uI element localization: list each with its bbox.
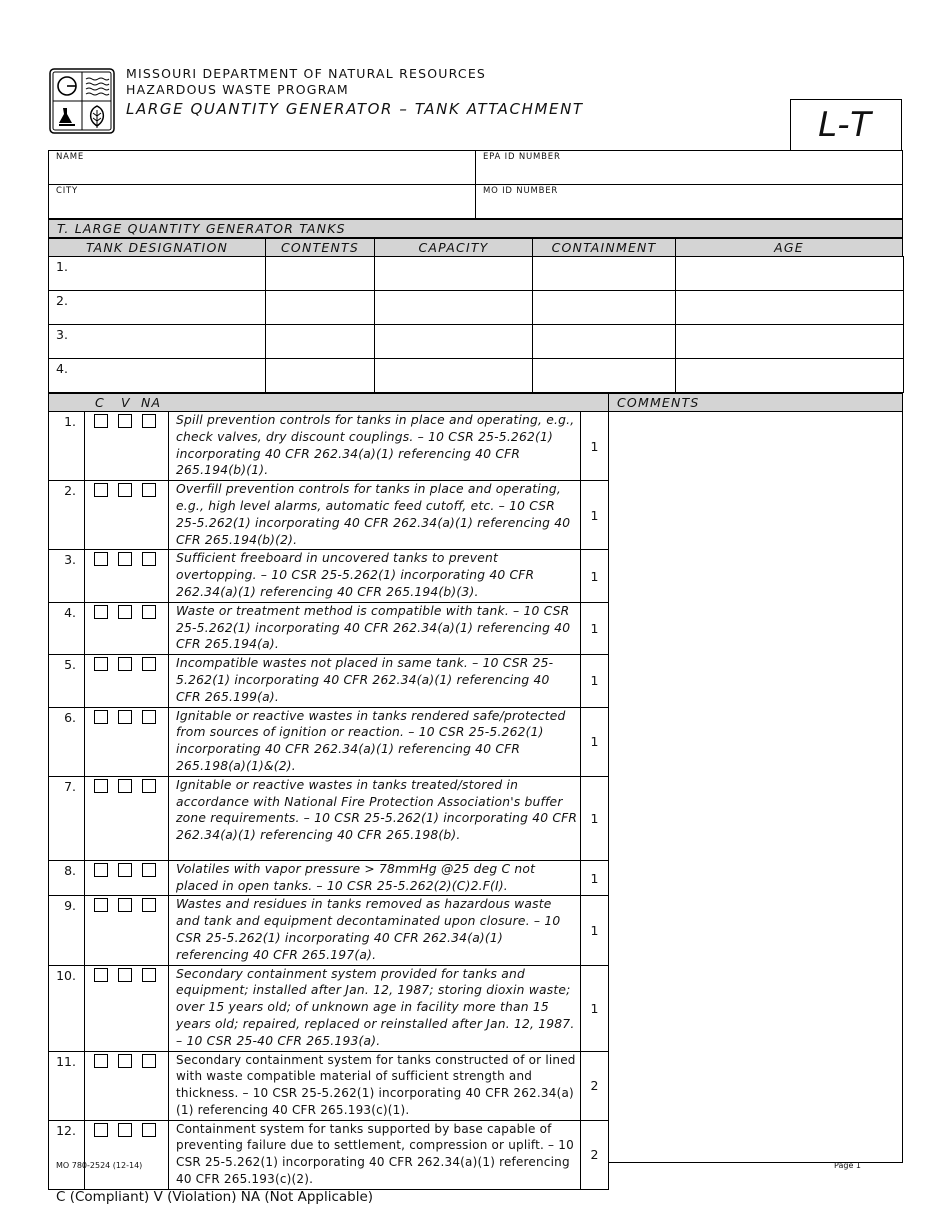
comments-area[interactable] bbox=[608, 411, 903, 1163]
violation-checkbox[interactable] bbox=[118, 968, 132, 982]
checklist-item bbox=[49, 481, 609, 550]
not-applicable-checkbox[interactable] bbox=[142, 710, 156, 724]
item-requirement-text: Sufficient freeboard in uncovered tanks to prevent overtopping. – 10 CSR 25-5.262(1) incorporating 40 CFR 262.34(a)(1) referencing 40 CFR 265.194(b)(3). bbox=[169, 550, 581, 602]
checklist-item bbox=[49, 550, 609, 602]
item-checkboxes bbox=[85, 412, 169, 481]
item-class-level: 1 bbox=[581, 707, 609, 776]
item-requirement-text: Secondary containment system provided for tanks and equipment; installed after Jan. 12, 1987; storing dioxin waste; over 15 years old; of unknown age in facility more than 15 years old; repaired, replaced or reinstalled after Jan. 12, 1987. – 10 CSR 25-40 CFR 265.193(a). bbox=[169, 965, 581, 1051]
tank-designation-cell[interactable] bbox=[49, 257, 266, 291]
tank-age-cell[interactable] bbox=[676, 325, 904, 359]
col-capacity: CAPACITY bbox=[375, 239, 533, 257]
tank-age-cell[interactable] bbox=[676, 257, 904, 291]
item-checkboxes bbox=[85, 481, 169, 550]
item-requirement-text: Ignitable or reactive wastes in tanks treated/stored in accordance with National Fire Protection Association's buffer zone requirements. – 10 CSR 25-5.262(1) incorporating 40 CFR 262.34(a)(1) referencing 40 CFR 265.198(b). bbox=[169, 776, 581, 860]
compliant-checkbox[interactable] bbox=[94, 779, 108, 793]
item-number: 8. bbox=[49, 860, 85, 896]
not-applicable-checkbox[interactable] bbox=[142, 898, 156, 912]
col-compliant: C bbox=[95, 395, 105, 410]
compliant-checkbox[interactable] bbox=[94, 483, 108, 497]
item-number: 12. bbox=[49, 1120, 85, 1189]
tank-containment-cell[interactable] bbox=[533, 291, 676, 325]
checklist-item bbox=[49, 602, 609, 654]
item-checkboxes bbox=[85, 965, 169, 1051]
item-number: 2. bbox=[49, 481, 85, 550]
item-number: 3. bbox=[49, 550, 85, 602]
name-label: NAME bbox=[56, 152, 85, 162]
item-checkboxes bbox=[85, 550, 169, 602]
item-requirement-text: Wastes and residues in tanks removed as hazardous waste and tank and equipment decontaminated upon closure. – 10 CSR 25-5.262(1) incorporating 40 CFR 262.34(a)(1) referencing 40 CFR 265.197(a). bbox=[169, 896, 581, 965]
tank-table bbox=[48, 256, 904, 393]
epa-id-label: EPA ID NUMBER bbox=[483, 152, 561, 162]
form-number: MO 780-2524 (12-14) bbox=[56, 1161, 143, 1170]
not-applicable-checkbox[interactable] bbox=[142, 552, 156, 566]
tank-capacity-cell[interactable] bbox=[375, 325, 533, 359]
item-checkboxes bbox=[85, 655, 169, 707]
tank-capacity-cell[interactable] bbox=[375, 359, 533, 393]
item-class-level: 1 bbox=[581, 550, 609, 602]
tank-row-number: 1. bbox=[56, 259, 68, 274]
item-class-level: 1 bbox=[581, 776, 609, 860]
epa-id-field[interactable] bbox=[476, 151, 902, 185]
violation-checkbox[interactable] bbox=[118, 779, 132, 793]
violation-checkbox[interactable] bbox=[118, 605, 132, 619]
item-requirement-text: Incompatible wastes not placed in same tank. – 10 CSR 25-5.262(1) incorporating 40 CFR 262.34(a)(1) referencing 40 CFR 265.199(a). bbox=[169, 655, 581, 707]
tank-row bbox=[49, 291, 904, 325]
agency-name: MISSOURI DEPARTMENT OF NATURAL RESOURCES bbox=[126, 66, 487, 81]
compliant-checkbox[interactable] bbox=[94, 414, 108, 428]
facility-id-block bbox=[48, 150, 903, 219]
item-requirement-text: Containment system for tanks supported by base capable of preventing failure due to settlement, compression or uplift. – 10 CSR 25-5.262(1) incorporating 40 CFR 262.34(a)(1) referencing 40 CFR 265.193(c)(2). bbox=[169, 1120, 581, 1189]
item-checkboxes bbox=[85, 776, 169, 860]
tank-row-number: 4. bbox=[56, 361, 68, 376]
compliant-checkbox[interactable] bbox=[94, 605, 108, 619]
checklist-item bbox=[49, 1051, 609, 1120]
item-requirement-text: Volatiles with vapor pressure > 78mmHg @25 deg C not placed in open tanks. – 10 CSR 25-5.262(2)(C)2.F(I). bbox=[169, 860, 581, 896]
tank-row bbox=[49, 359, 904, 393]
violation-checkbox[interactable] bbox=[118, 863, 132, 877]
name-field[interactable] bbox=[49, 151, 476, 185]
city-field[interactable] bbox=[49, 185, 476, 218]
page-number: Page 1 bbox=[834, 1161, 861, 1170]
compliant-checkbox[interactable] bbox=[94, 552, 108, 566]
department-logo bbox=[49, 68, 115, 134]
city-label: CITY bbox=[56, 186, 79, 196]
tank-designation-cell[interactable] bbox=[49, 325, 266, 359]
item-checkboxes bbox=[85, 602, 169, 654]
tank-row-number: 3. bbox=[56, 327, 68, 342]
mo-id-field[interactable] bbox=[476, 185, 902, 218]
item-number: 7. bbox=[49, 776, 85, 860]
checklist-table bbox=[48, 411, 609, 1190]
tank-designation-cell[interactable] bbox=[49, 359, 266, 393]
tank-contents-cell[interactable] bbox=[266, 257, 375, 291]
item-requirement-text: Overfill prevention controls for tanks in place and operating, e.g., high level alarms, automatic feed cutoff, etc. – 10 CSR 25-5.262(1) incorporating 40 CFR 262.34(a)(1) referencing 40 CFR 265.194(b)(2). bbox=[169, 481, 581, 550]
compliant-checkbox[interactable] bbox=[94, 863, 108, 877]
compliant-checkbox[interactable] bbox=[94, 898, 108, 912]
not-applicable-checkbox[interactable] bbox=[142, 863, 156, 877]
item-class-level: 2 bbox=[581, 1120, 609, 1189]
item-number: 11. bbox=[49, 1051, 85, 1120]
checklist-header bbox=[48, 393, 903, 412]
item-class-level: 1 bbox=[581, 655, 609, 707]
checklist-item bbox=[49, 860, 609, 896]
tank-age-cell[interactable] bbox=[676, 291, 904, 325]
item-checkboxes bbox=[85, 1120, 169, 1189]
not-applicable-checkbox[interactable] bbox=[142, 1054, 156, 1068]
violation-checkbox[interactable] bbox=[118, 552, 132, 566]
mo-id-label: MO ID NUMBER bbox=[483, 186, 559, 196]
tank-contents-cell[interactable] bbox=[266, 291, 375, 325]
col-not-applicable: NA bbox=[141, 395, 162, 410]
checklist-item bbox=[49, 1120, 609, 1189]
item-number: 6. bbox=[49, 707, 85, 776]
compliant-checkbox[interactable] bbox=[94, 710, 108, 724]
col-age: AGE bbox=[774, 240, 804, 255]
item-class-level: 1 bbox=[581, 602, 609, 654]
item-class-level: 2 bbox=[581, 1051, 609, 1120]
col-tank-designation: TANK DESIGNATION bbox=[49, 239, 266, 257]
item-number: 1. bbox=[49, 412, 85, 481]
compliant-checkbox[interactable] bbox=[94, 657, 108, 671]
not-applicable-checkbox[interactable] bbox=[142, 779, 156, 793]
compliant-checkbox[interactable] bbox=[94, 1054, 108, 1068]
tanks-column-header bbox=[48, 238, 903, 257]
checklist-item bbox=[49, 655, 609, 707]
violation-checkbox[interactable] bbox=[118, 1054, 132, 1068]
tank-capacity-cell[interactable] bbox=[375, 291, 533, 325]
tank-containment-cell[interactable] bbox=[533, 257, 676, 291]
checklist-item bbox=[49, 412, 609, 481]
violation-checkbox[interactable] bbox=[118, 657, 132, 671]
item-class-level: 1 bbox=[581, 896, 609, 965]
form-code: L-T bbox=[790, 99, 902, 150]
tank-contents-cell[interactable] bbox=[266, 325, 375, 359]
not-applicable-checkbox[interactable] bbox=[142, 657, 156, 671]
col-containment: CONTAINMENT bbox=[533, 239, 676, 257]
item-checkboxes bbox=[85, 707, 169, 776]
violation-checkbox[interactable] bbox=[118, 414, 132, 428]
item-checkboxes bbox=[85, 896, 169, 965]
item-class-level: 1 bbox=[581, 965, 609, 1051]
item-requirement-text: Secondary containment system for tanks constructed of or lined with waste compatible material of sufficient strength and thickness. – 10 CSR 25-5.262(1) incorporating 40 CFR 262.34(a)(1) referencing 40 CFR 265.193(c)(1). bbox=[169, 1051, 581, 1120]
item-requirement-text: Spill prevention controls for tanks in place and operating, e.g., check valves, dry discount couplings. – 10 CSR 25-5.262(1) incorporating 40 CFR 262.34(a)(1) referencing 40 CFR 265.194(b)(1). bbox=[169, 412, 581, 481]
violation-checkbox[interactable] bbox=[118, 898, 132, 912]
tank-containment-cell[interactable] bbox=[533, 359, 676, 393]
item-checkboxes bbox=[85, 860, 169, 896]
compliant-checkbox[interactable] bbox=[94, 968, 108, 982]
item-number: 5. bbox=[49, 655, 85, 707]
checklist-item bbox=[49, 707, 609, 776]
item-class-level: 1 bbox=[581, 481, 609, 550]
violation-checkbox[interactable] bbox=[118, 1123, 132, 1137]
not-applicable-checkbox[interactable] bbox=[142, 968, 156, 982]
item-number: 4. bbox=[49, 602, 85, 654]
header-divider bbox=[608, 394, 609, 412]
item-requirement-text: Ignitable or reactive wastes in tanks rendered safe/protected from sources of ignition or reaction. – 10 CSR 25-5.262(1) incorporating 40 CFR 262.34(a)(1) referencing 40 CFR 265.198(a)(1)&(2). bbox=[169, 707, 581, 776]
item-class-level: 1 bbox=[581, 860, 609, 896]
not-applicable-checkbox[interactable] bbox=[142, 605, 156, 619]
violation-checkbox[interactable] bbox=[118, 483, 132, 497]
violation-checkbox[interactable] bbox=[118, 710, 132, 724]
col-contents: CONTENTS bbox=[266, 239, 375, 257]
tank-row bbox=[49, 325, 904, 359]
comments-label: COMMENTS bbox=[617, 395, 700, 410]
tank-age-cell[interactable] bbox=[676, 359, 904, 393]
tanks-section-title-text: T. LARGE QUANTITY GENERATOR TANKS bbox=[57, 221, 346, 236]
not-applicable-checkbox[interactable] bbox=[142, 414, 156, 428]
tank-row bbox=[49, 257, 904, 291]
tank-contents-cell[interactable] bbox=[266, 359, 375, 393]
checklist-item bbox=[49, 965, 609, 1051]
col-violation: V bbox=[121, 395, 131, 410]
form-title: LARGE QUANTITY GENERATOR – TANK ATTACHMENT bbox=[126, 100, 584, 118]
compliant-checkbox[interactable] bbox=[94, 1123, 108, 1137]
tank-row-number: 2. bbox=[56, 293, 68, 308]
tank-containment-cell[interactable] bbox=[533, 325, 676, 359]
checkbox-legend: C (Compliant) V (Violation) NA (Not Applicable) bbox=[56, 1189, 374, 1205]
tanks-section-title bbox=[48, 219, 903, 238]
not-applicable-checkbox[interactable] bbox=[142, 1123, 156, 1137]
not-applicable-checkbox[interactable] bbox=[142, 483, 156, 497]
item-number: 10. bbox=[49, 965, 85, 1051]
program-name: HAZARDOUS WASTE PROGRAM bbox=[126, 82, 349, 97]
item-number: 9. bbox=[49, 896, 85, 965]
tank-capacity-cell[interactable] bbox=[375, 257, 533, 291]
item-class-level: 1 bbox=[581, 412, 609, 481]
item-checkboxes bbox=[85, 1051, 169, 1120]
item-requirement-text: Waste or treatment method is compatible with tank. – 10 CSR 25-5.262(1) incorporating 40 CFR 262.34(a)(1) referencing 40 CFR 265.194(a). bbox=[169, 602, 581, 654]
tank-designation-cell[interactable] bbox=[49, 291, 266, 325]
checklist-item bbox=[49, 776, 609, 860]
checklist-item bbox=[49, 896, 609, 965]
